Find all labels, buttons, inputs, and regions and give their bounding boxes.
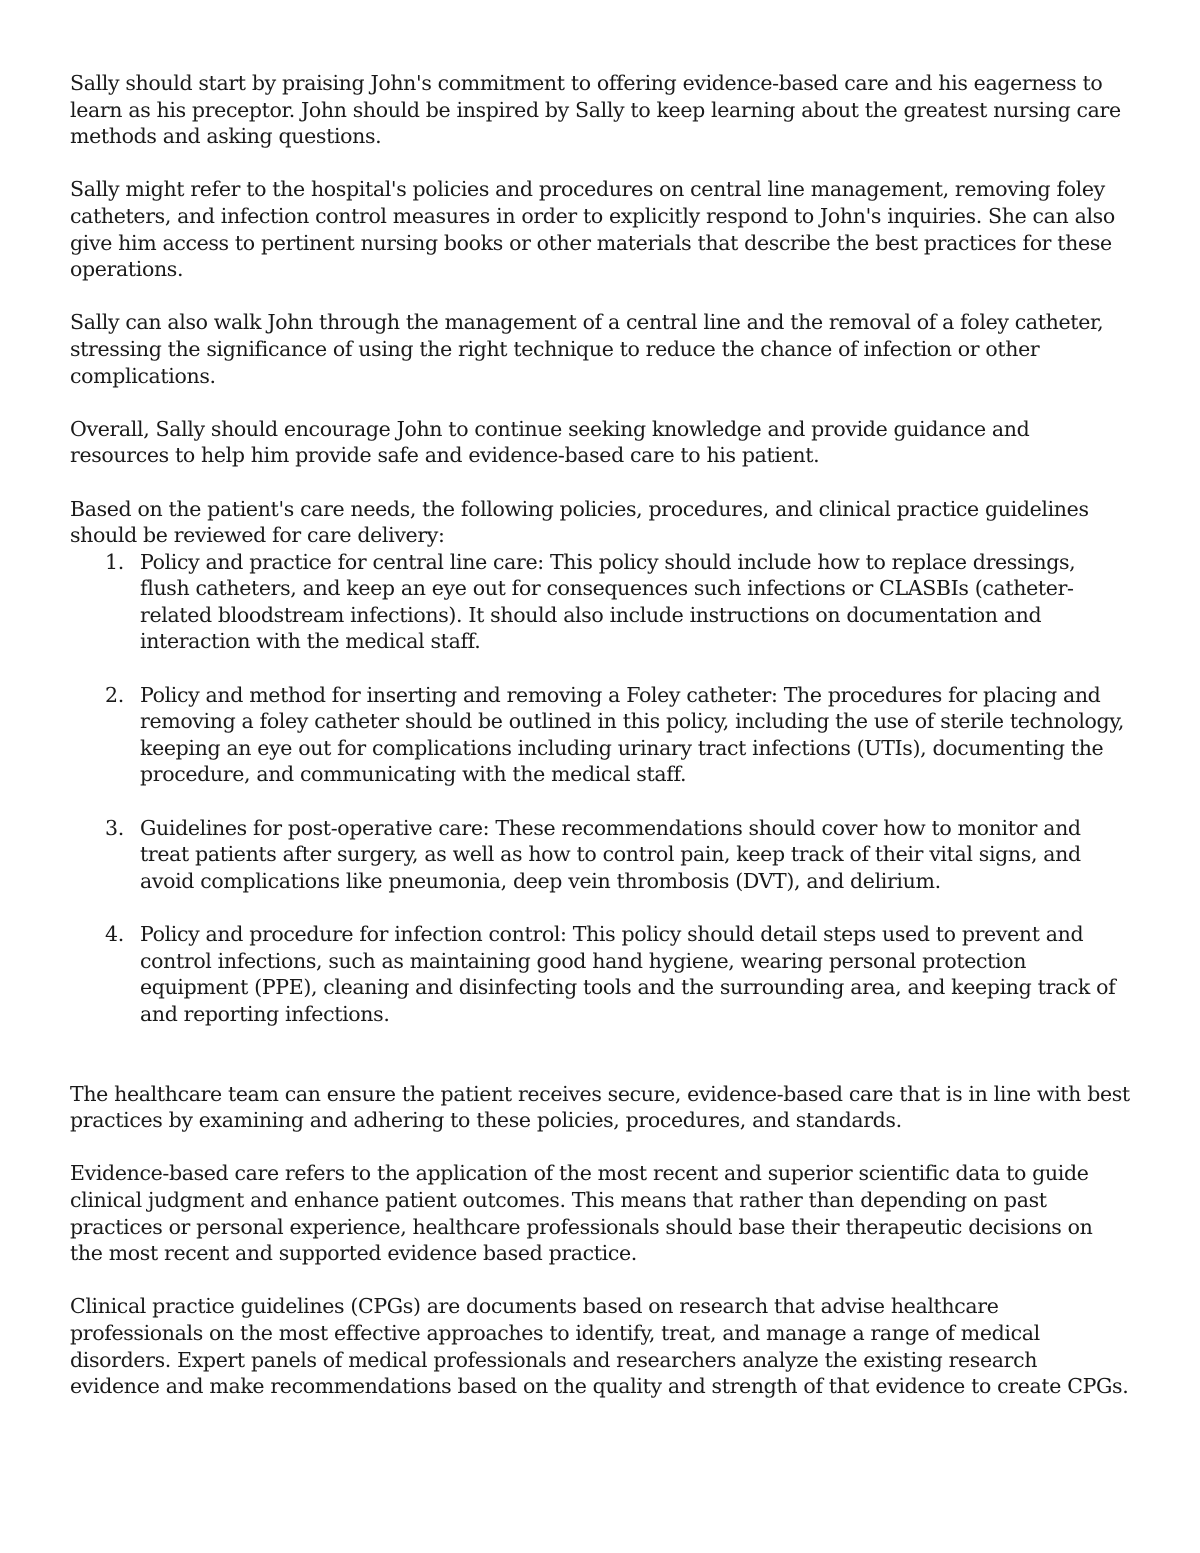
paragraph-evidence-based-care: Evidence-based care refers to the application of the most recent and superior scientific data to guide clinical judgment and enhance patient outcomes. This means that rather than depending on past practices or personal experience, healthcare professionals should base their therapeutic decisions on the most recent and supported evidence based practice. (70, 1161, 1093, 1266)
paragraph-policies-reference: Sally might refer to the hospital's policies and procedures on central line management, removing foley catheters, and infection control measures in order to explicitly respond to John's inquiries. She can also give him access to pertinent nursing books or other materials that describe the best practices for these operations. (70, 177, 1115, 282)
list-item-number: 4. (105, 922, 124, 946)
list-item (70, 549, 1130, 655)
list-item (70, 682, 1130, 788)
list-item (70, 921, 1130, 1027)
list-item-number: 1. (105, 549, 124, 574)
spacer (70, 1054, 1130, 1081)
paragraph-clinical-guidelines: Clinical practice guidelines (CPGs) are documents based on research that advise healthcare professionals on the most effective approaches to identify, treat, and manage a range of medical disorders. Expert panels of medical professionals and researchers analyze the existing research evidence and make recommendations based on the quality and strength of that evidence to create CPGs. (70, 1294, 1129, 1399)
paragraph-walkthrough: Sally can also walk John through the management of a central line and the removal of a foley catheter, stressing the significance of using the right technique to reduce the chance of infection or other complications. (70, 310, 1104, 388)
policy-list (70, 549, 1130, 1028)
list-item-number: 3. (105, 815, 124, 840)
paragraph-healthcare-team: The healthcare team can ensure the patient receives secure, evidence-based care that is in line with best practices by examining and adhering to these policies, procedures, and standards. (70, 1081, 1130, 1133)
paragraph-praise: Sally should start by praising John's commitment to offering evidence-based care and his eagerness to learn as his preceptor. John should be inspired by Sally to keep learning about the greatest nursing care methods and asking questions. (70, 71, 1121, 149)
list-item-text: Policy and procedure for infection control: This policy should detail steps used to prevent and control infections, such as maintaining good hand hygiene, wearing personal protection equipment (PPE), cleaning and disinfecting tools and the surrounding area, and keeping track of and reporting infections. (140, 922, 1116, 1026)
list-intro: Based on the patient's care needs, the following policies, procedures, and clinical practice guidelines should be reviewed for care delivery: (70, 496, 1089, 548)
list-item-text: Guidelines for post-operative care: These recommendations should cover how to monitor and treat patients after surgery, as well as how to control pain, keep track of their vital signs, and avoid complications like pneumonia, deep vein thrombosis (DVT), and delirium. (140, 815, 1081, 893)
paragraph-overall: Overall, Sally should encourage John to continue seeking knowledge and provide guidance and resources to help him provide safe and evidence-based care to his patient. (70, 416, 1030, 468)
list-item (70, 815, 1130, 895)
list-item-text: Policy and practice for central line care: This policy should include how to replace dressings, flush catheters, and keep an eye out for consequences such infections or CLASBIs (catheter-related bloodstream infections). It should also include instructions on documentation and interaction with the medical staff. (140, 549, 1076, 654)
list-item-text: Policy and method for inserting and removing a Foley catheter: The procedures for placing and removing a foley catheter should be outlined in this policy, including the use of sterile technology, keeping an eye out for complications including urinary tract infections (UTIs), documenting the procedure, and communicating with the medical staff. (140, 682, 1124, 787)
list-item-number: 2. (105, 682, 124, 707)
